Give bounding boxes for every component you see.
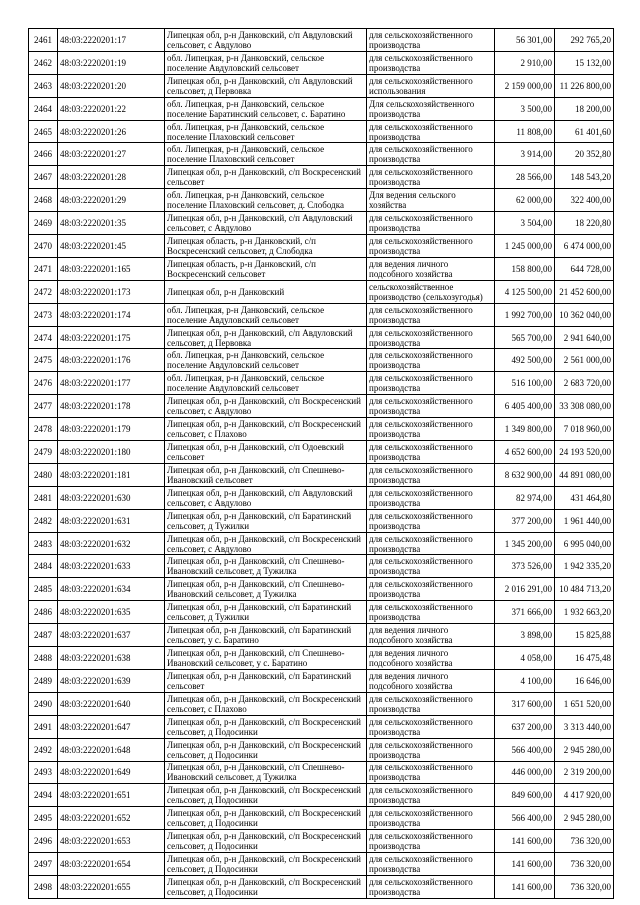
table-row <box>29 761 614 784</box>
row-number: 2463 <box>29 74 58 97</box>
land-use-cell: для сельскохозяйственного производства <box>367 418 495 441</box>
address-cell: Липецкая обл, р-н Данковский, с/п Баратинский сельсовет <box>165 669 367 692</box>
table-row <box>29 555 614 578</box>
cadastral-number: 48:03:2220201:28 <box>58 166 165 189</box>
cadastral-value-cell: 18 200,00 <box>555 97 614 120</box>
table-row <box>29 486 614 509</box>
row-number: 2475 <box>29 349 58 372</box>
cadastral-value-cell: 4 417 920,00 <box>555 784 614 807</box>
cadastral-number: 48:03:2220201:176 <box>58 349 165 372</box>
cadastral-value-cell: 292 765,20 <box>555 29 614 52</box>
cadastral-value-cell: 33 308 080,00 <box>555 395 614 418</box>
area-cell: 4 100,00 <box>495 669 555 692</box>
address-cell: Липецкая область, р-н Данковский, с/п Воскресенский сельсовет, д Слободка <box>165 235 367 258</box>
cadastral-number: 48:03:2220201:20 <box>58 74 165 97</box>
table-row <box>29 830 614 853</box>
land-use-cell: для сельскохозяйственного производства <box>367 807 495 830</box>
cadastral-value-cell: 2 319 200,00 <box>555 761 614 784</box>
cadastral-number: 48:03:2220201:634 <box>58 578 165 601</box>
cadastral-number: 48:03:2220201:638 <box>58 647 165 670</box>
area-cell: 492 500,00 <box>495 349 555 372</box>
row-number: 2479 <box>29 441 58 464</box>
cadastral-number: 48:03:2220201:27 <box>58 143 165 166</box>
table-row <box>29 692 614 715</box>
row-number: 2480 <box>29 463 58 486</box>
cadastral-number: 48:03:2220201:29 <box>58 189 165 212</box>
cadastral-value-cell: 148 543,20 <box>555 166 614 189</box>
area-cell: 317 600,00 <box>495 692 555 715</box>
area-cell: 1 349 800,00 <box>495 418 555 441</box>
cadastral-value-cell: 44 891 080,00 <box>555 463 614 486</box>
address-cell: обл. Липецкая, р-н Данковский, сельское поселение Плаховский сельсовет <box>165 120 367 143</box>
land-use-cell: для сельскохозяйственного производства <box>367 692 495 715</box>
address-cell: Липецкая обл, р-н Данковский, с/п Спешнево-Ивановский сельсовет, д Тужилка <box>165 555 367 578</box>
cadastral-number: 48:03:2220201:45 <box>58 235 165 258</box>
area-cell: 849 600,00 <box>495 784 555 807</box>
table-row <box>29 853 614 876</box>
cadastral-number: 48:03:2220201:17 <box>58 29 165 52</box>
row-number: 2497 <box>29 853 58 876</box>
address-cell: Липецкая обл, р-н Данковский, с/п Воскресенский сельсовет, с Плахово <box>165 418 367 441</box>
row-number: 2465 <box>29 120 58 143</box>
row-number: 2461 <box>29 29 58 52</box>
area-cell: 28 566,00 <box>495 166 555 189</box>
area-cell: 56 301,00 <box>495 29 555 52</box>
table-row <box>29 463 614 486</box>
cadastral-value-cell: 10 362 040,00 <box>555 303 614 326</box>
area-cell: 141 600,00 <box>495 853 555 876</box>
cadastral-value-cell: 20 352,80 <box>555 143 614 166</box>
area-cell: 62 000,00 <box>495 189 555 212</box>
cadastral-value-cell: 21 452 600,00 <box>555 280 614 303</box>
land-use-cell: для сельскохозяйственного производства <box>367 166 495 189</box>
cadastral-value-cell: 431 464,80 <box>555 486 614 509</box>
table-row <box>29 97 614 120</box>
table-row <box>29 578 614 601</box>
row-number: 2462 <box>29 51 58 74</box>
area-cell: 4 058,00 <box>495 647 555 670</box>
cadastral-value-cell: 644 728,00 <box>555 257 614 280</box>
address-cell: обл. Липецкая, р-н Данковский, сельское поселение Баратинский сельсовет, с. Баратино <box>165 97 367 120</box>
cadastral-value-cell: 11 226 800,00 <box>555 74 614 97</box>
cadastral-value-cell: 16 646,00 <box>555 669 614 692</box>
cadastral-number: 48:03:2220201:165 <box>58 257 165 280</box>
area-cell: 2 016 291,00 <box>495 578 555 601</box>
area-cell: 3 504,00 <box>495 212 555 235</box>
address-cell: Липецкая обл, р-н Данковский, с/п Авдуловский сельсовет, с Авдулово <box>165 212 367 235</box>
land-use-cell: сельскохозяйственное производство (сельхозугодья) <box>367 280 495 303</box>
land-use-cell: для сельскохозяйственного производства <box>367 303 495 326</box>
table-row <box>29 875 614 898</box>
cadastral-value-cell: 16 475,48 <box>555 647 614 670</box>
row-number: 2494 <box>29 784 58 807</box>
table-row <box>29 74 614 97</box>
cadastral-value-cell: 15 132,00 <box>555 51 614 74</box>
land-use-cell: для сельскохозяйственного производства <box>367 29 495 52</box>
area-cell: 565 700,00 <box>495 326 555 349</box>
table-row <box>29 509 614 532</box>
area-cell: 141 600,00 <box>495 875 555 898</box>
land-use-cell: для сельскохозяйственного производства <box>367 441 495 464</box>
table-row <box>29 326 614 349</box>
land-use-cell: для сельскохозяйственного производства <box>367 532 495 555</box>
cadastral-value-cell: 1 932 663,20 <box>555 601 614 624</box>
cadastral-number: 48:03:2220201:173 <box>58 280 165 303</box>
table-row <box>29 120 614 143</box>
area-cell: 2 910,00 <box>495 51 555 74</box>
cadastral-number: 48:03:2220201:180 <box>58 441 165 464</box>
cadastral-number: 48:03:2220201:640 <box>58 692 165 715</box>
cadastral-value-cell: 2 945 280,00 <box>555 807 614 830</box>
row-number: 2492 <box>29 738 58 761</box>
cadastral-number: 48:03:2220201:181 <box>58 463 165 486</box>
cadastral-value-cell: 2 945 280,00 <box>555 738 614 761</box>
cadastral-value-cell: 736 320,00 <box>555 830 614 853</box>
address-cell: Липецкая обл, р-н Данковский, с/п Спешнево-Ивановский сельсовет, у с. Баратино <box>165 647 367 670</box>
address-cell: Липецкая обл, р-н Данковский, с/п Воскресенский сельсовет, д Подосинки <box>165 853 367 876</box>
cadastral-value-cell: 1 961 440,00 <box>555 509 614 532</box>
land-use-cell: для сельскохозяйственного производства <box>367 120 495 143</box>
address-cell: Липецкая обл, р-н Данковский, с/п Спешнево-Ивановский сельсовет <box>165 463 367 486</box>
row-number: 2487 <box>29 624 58 647</box>
cadastral-number: 48:03:2220201:652 <box>58 807 165 830</box>
cadastral-number: 48:03:2220201:654 <box>58 853 165 876</box>
table-row <box>29 807 614 830</box>
table-row <box>29 669 614 692</box>
row-number: 2477 <box>29 395 58 418</box>
address-cell: Липецкая обл, р-н Данковский, с/п Воскресенский сельсовет, д Подосинки <box>165 875 367 898</box>
land-use-cell: для сельскохозяйственного производства <box>367 395 495 418</box>
cadastral-value-cell: 15 825,88 <box>555 624 614 647</box>
row-number: 2464 <box>29 97 58 120</box>
address-cell: обл. Липецкая, р-н Данковский, сельское поселение Плаховский сельсовет <box>165 143 367 166</box>
land-use-cell: для сельскохозяйственного производства <box>367 715 495 738</box>
address-cell: Липецкая обл, р-н Данковский, с/п Воскресенский сельсовет <box>165 166 367 189</box>
land-use-cell: для сельскохозяйственного производства <box>367 509 495 532</box>
land-plots-table <box>28 28 614 899</box>
cadastral-number: 48:03:2220201:648 <box>58 738 165 761</box>
address-cell: Липецкая обл, р-н Данковский, с/п Воскресенский сельсовет, д Подосинки <box>165 807 367 830</box>
cadastral-number: 48:03:2220201:632 <box>58 532 165 555</box>
row-number: 2472 <box>29 280 58 303</box>
land-use-cell: для сельскохозяйственного производства <box>367 326 495 349</box>
cadastral-number: 48:03:2220201:26 <box>58 120 165 143</box>
cadastral-number: 48:03:2220201:651 <box>58 784 165 807</box>
row-number: 2476 <box>29 372 58 395</box>
table-row <box>29 418 614 441</box>
address-cell: Липецкая обл, р-н Данковский, с/п Одоевский сельсовет <box>165 441 367 464</box>
row-number: 2490 <box>29 692 58 715</box>
row-number: 2485 <box>29 578 58 601</box>
table-row <box>29 738 614 761</box>
address-cell: Липецкая обл, р-н Данковский, с/п Спешнево-Ивановский сельсовет, д Тужилка <box>165 761 367 784</box>
cadastral-number: 48:03:2220201:22 <box>58 97 165 120</box>
land-use-cell: для сельскохозяйственного производства <box>367 738 495 761</box>
row-number: 2484 <box>29 555 58 578</box>
address-cell: Липецкая обл, р-н Данковский, с/п Воскресенский сельсовет, с Плахово <box>165 692 367 715</box>
cadastral-value-cell: 736 320,00 <box>555 853 614 876</box>
cadastral-number: 48:03:2220201:649 <box>58 761 165 784</box>
row-number: 2498 <box>29 875 58 898</box>
table-row <box>29 143 614 166</box>
cadastral-number: 48:03:2220201:174 <box>58 303 165 326</box>
table-row <box>29 235 614 258</box>
address-cell: Липецкая обл, р-н Данковский, с/п Авдуловский сельсовет, с Авдулово <box>165 29 367 52</box>
table-row <box>29 784 614 807</box>
land-use-cell: для сельскохозяйственного производства <box>367 761 495 784</box>
row-number: 2471 <box>29 257 58 280</box>
table-row <box>29 189 614 212</box>
area-cell: 3 898,00 <box>495 624 555 647</box>
address-cell: Липецкая обл, р-н Данковский, с/п Баратинский сельсовет, у с. Баратино <box>165 624 367 647</box>
row-number: 2470 <box>29 235 58 258</box>
land-use-cell: для сельскохозяйственного производства <box>367 212 495 235</box>
cadastral-value-cell: 3 313 440,00 <box>555 715 614 738</box>
address-cell: обл. Липецкая, р-н Данковский, сельское поселение Авдуловский сельсовет <box>165 51 367 74</box>
address-cell: Липецкая обл, р-н Данковский, с/п Воскресенский сельсовет, д Подосинки <box>165 715 367 738</box>
table-row <box>29 166 614 189</box>
address-cell: Липецкая обл, р-н Данковский, с/п Воскресенский сельсовет, с Авдулово <box>165 395 367 418</box>
cadastral-number: 48:03:2220201:653 <box>58 830 165 853</box>
cadastral-number: 48:03:2220201:35 <box>58 212 165 235</box>
cadastral-number: 48:03:2220201:655 <box>58 875 165 898</box>
row-number: 2486 <box>29 601 58 624</box>
area-cell: 371 666,00 <box>495 601 555 624</box>
cadastral-value-cell: 736 320,00 <box>555 875 614 898</box>
table-row <box>29 29 614 52</box>
cadastral-value-cell: 18 220,80 <box>555 212 614 235</box>
row-number: 2474 <box>29 326 58 349</box>
area-cell: 8 632 900,00 <box>495 463 555 486</box>
land-use-cell: для сельскохозяйственного производства <box>367 463 495 486</box>
row-number: 2483 <box>29 532 58 555</box>
area-cell: 1 245 000,00 <box>495 235 555 258</box>
table-row <box>29 280 614 303</box>
land-use-cell: Для сельскохозяйственного производства <box>367 97 495 120</box>
address-cell: Липецкая обл, р-н Данковский, с/п Баратинский сельсовет, д Тужилки <box>165 509 367 532</box>
land-use-cell: для ведения личного подсобного хозяйства <box>367 647 495 670</box>
cadastral-value-cell: 322 400,00 <box>555 189 614 212</box>
cadastral-number: 48:03:2220201:630 <box>58 486 165 509</box>
row-number: 2489 <box>29 669 58 692</box>
land-use-cell: для сельскохозяйственного использования <box>367 74 495 97</box>
cadastral-value-cell: 10 484 713,20 <box>555 578 614 601</box>
row-number: 2481 <box>29 486 58 509</box>
land-use-cell: для сельскохозяйственного производства <box>367 486 495 509</box>
area-cell: 3 914,00 <box>495 143 555 166</box>
row-number: 2469 <box>29 212 58 235</box>
land-use-cell: для сельскохозяйственного производства <box>367 601 495 624</box>
cadastral-value-cell: 61 401,60 <box>555 120 614 143</box>
row-number: 2467 <box>29 166 58 189</box>
cadastral-number: 48:03:2220201:179 <box>58 418 165 441</box>
land-use-cell: для ведения личного подсобного хозяйства <box>367 669 495 692</box>
land-use-cell: для сельскохозяйственного производства <box>367 372 495 395</box>
area-cell: 141 600,00 <box>495 830 555 853</box>
table-row <box>29 257 614 280</box>
table-row <box>29 532 614 555</box>
land-use-cell: для сельскохозяйственного производства <box>367 143 495 166</box>
row-number: 2468 <box>29 189 58 212</box>
address-cell: Липецкая обл, р-н Данковский, с/п Авдуловский сельсовет, с Авдулово <box>165 486 367 509</box>
cadastral-number: 48:03:2220201:633 <box>58 555 165 578</box>
land-use-cell: для ведения личного подсобного хозяйства <box>367 624 495 647</box>
address-cell: Липецкая обл, р-н Данковский <box>165 280 367 303</box>
land-use-cell: для ведения личного подсобного хозяйства <box>367 257 495 280</box>
cadastral-value-cell: 1 942 335,20 <box>555 555 614 578</box>
cadastral-number: 48:03:2220201:19 <box>58 51 165 74</box>
land-use-cell: для сельскохозяйственного производства <box>367 875 495 898</box>
table-row <box>29 372 614 395</box>
area-cell: 82 974,00 <box>495 486 555 509</box>
table-body <box>29 29 614 899</box>
area-cell: 373 526,00 <box>495 555 555 578</box>
row-number: 2488 <box>29 647 58 670</box>
address-cell: Липецкая обл, р-н Данковский, с/п Воскресенский сельсовет, с Авдулово <box>165 532 367 555</box>
cadastral-number: 48:03:2220201:177 <box>58 372 165 395</box>
row-number: 2473 <box>29 303 58 326</box>
area-cell: 566 400,00 <box>495 807 555 830</box>
table-row <box>29 601 614 624</box>
table-row <box>29 624 614 647</box>
cadastral-number: 48:03:2220201:175 <box>58 326 165 349</box>
area-cell: 6 405 400,00 <box>495 395 555 418</box>
table-row <box>29 441 614 464</box>
area-cell: 4 125 500,00 <box>495 280 555 303</box>
table-row <box>29 212 614 235</box>
address-cell: Липецкая обл, р-н Данковский, с/п Спешнево-Ивановский сельсовет, д Тужилка <box>165 578 367 601</box>
address-cell: Липецкая обл, р-н Данковский, с/п Авдуловский сельсовет, д Первовка <box>165 326 367 349</box>
land-use-cell: Для ведения сельского хозяйства <box>367 189 495 212</box>
area-cell: 1 992 700,00 <box>495 303 555 326</box>
address-cell: Липецкая обл, р-н Данковский, с/п Авдуловский сельсовет, д Первовка <box>165 74 367 97</box>
cadastral-value-cell: 6 474 000,00 <box>555 235 614 258</box>
land-use-cell: для сельскохозяйственного производства <box>367 555 495 578</box>
cadastral-number: 48:03:2220201:631 <box>58 509 165 532</box>
table-row <box>29 349 614 372</box>
address-cell: Липецкая обл, р-н Данковский, с/п Воскресенский сельсовет, д Подосинки <box>165 784 367 807</box>
address-cell: обл. Липецкая, р-н Данковский, сельское поселение Авдуловский сельсовет <box>165 349 367 372</box>
row-number: 2466 <box>29 143 58 166</box>
table-row <box>29 647 614 670</box>
row-number: 2482 <box>29 509 58 532</box>
land-use-cell: для сельскохозяйственного производства <box>367 235 495 258</box>
table-row <box>29 51 614 74</box>
area-cell: 637 200,00 <box>495 715 555 738</box>
table-row <box>29 395 614 418</box>
land-use-cell: для сельскохозяйственного производства <box>367 349 495 372</box>
table-row <box>29 303 614 326</box>
cadastral-value-cell: 2 683 720,00 <box>555 372 614 395</box>
area-cell: 4 652 600,00 <box>495 441 555 464</box>
cadastral-number: 48:03:2220201:635 <box>58 601 165 624</box>
area-cell: 566 400,00 <box>495 738 555 761</box>
address-cell: обл. Липецкая, р-н Данковский, сельское поселение Плаховский сельсовет, д. Слободка <box>165 189 367 212</box>
area-cell: 516 100,00 <box>495 372 555 395</box>
address-cell: обл. Липецкая, р-н Данковский, сельское поселение Авдуловский сельсовет <box>165 303 367 326</box>
area-cell: 11 808,00 <box>495 120 555 143</box>
cadastral-number: 48:03:2220201:637 <box>58 624 165 647</box>
address-cell: Липецкая обл, р-н Данковский, с/п Воскресенский сельсовет, д Подосинки <box>165 738 367 761</box>
area-cell: 3 500,00 <box>495 97 555 120</box>
document-page <box>28 28 613 899</box>
address-cell: обл. Липецкая, р-н Данковский, сельское поселение Авдуловский сельсовет <box>165 372 367 395</box>
land-use-cell: для сельскохозяйственного производства <box>367 853 495 876</box>
cadastral-value-cell: 2 561 000,00 <box>555 349 614 372</box>
address-cell: Липецкая обл, р-н Данковский, с/п Баратинский сельсовет, д Тужилки <box>165 601 367 624</box>
cadastral-number: 48:03:2220201:178 <box>58 395 165 418</box>
area-cell: 377 200,00 <box>495 509 555 532</box>
cadastral-value-cell: 1 651 520,00 <box>555 692 614 715</box>
area-cell: 1 345 200,00 <box>495 532 555 555</box>
land-use-cell: для сельскохозяйственного производства <box>367 830 495 853</box>
area-cell: 2 159 000,00 <box>495 74 555 97</box>
land-use-cell: для сельскохозяйственного производства <box>367 578 495 601</box>
land-use-cell: для сельскохозяйственного производства <box>367 51 495 74</box>
area-cell: 446 000,00 <box>495 761 555 784</box>
row-number: 2496 <box>29 830 58 853</box>
row-number: 2478 <box>29 418 58 441</box>
table-row <box>29 715 614 738</box>
cadastral-value-cell: 2 941 640,00 <box>555 326 614 349</box>
land-use-cell: для сельскохозяйственного производства <box>367 784 495 807</box>
cadastral-value-cell: 24 193 520,00 <box>555 441 614 464</box>
row-number: 2495 <box>29 807 58 830</box>
cadastral-number: 48:03:2220201:639 <box>58 669 165 692</box>
cadastral-value-cell: 6 995 040,00 <box>555 532 614 555</box>
cadastral-value-cell: 7 018 960,00 <box>555 418 614 441</box>
row-number: 2491 <box>29 715 58 738</box>
cadastral-number: 48:03:2220201:647 <box>58 715 165 738</box>
address-cell: Липецкая обл, р-н Данковский, с/п Воскресенский сельсовет, д Подосинки <box>165 830 367 853</box>
row-number: 2493 <box>29 761 58 784</box>
address-cell: Липецкая область, р-н Данковский, с/п Воскресенский сельсовет <box>165 257 367 280</box>
area-cell: 158 800,00 <box>495 257 555 280</box>
